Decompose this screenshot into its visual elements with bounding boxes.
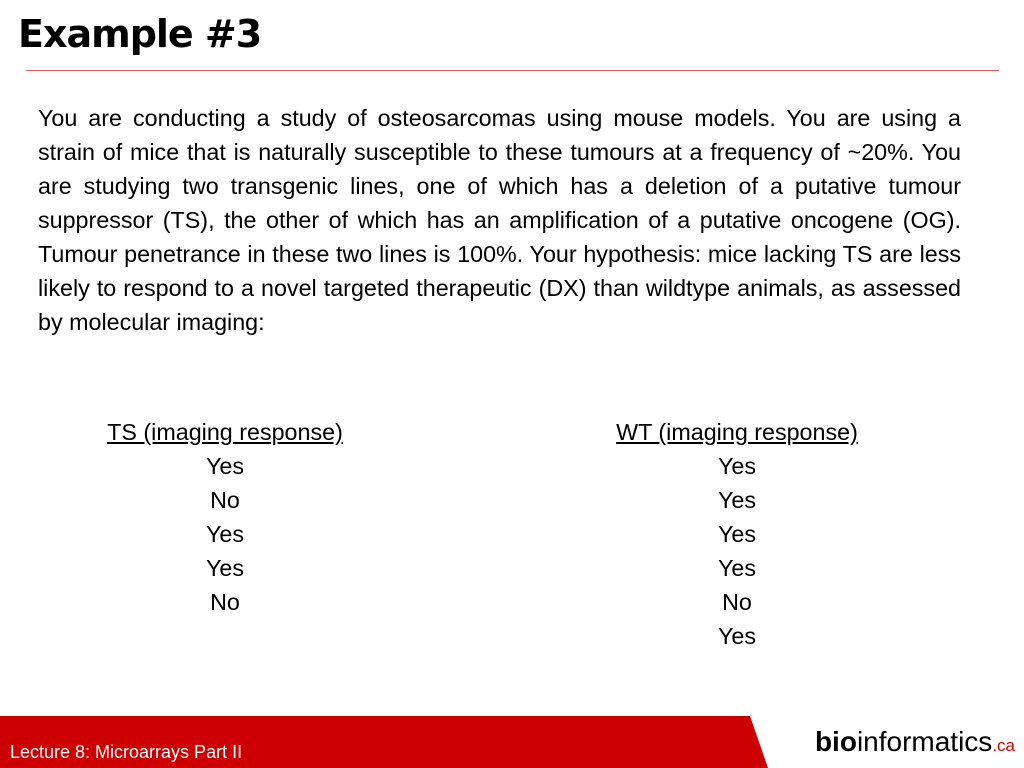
lecture-label: Lecture 8: Microarrays Part II [10, 742, 243, 762]
footer-bar [0, 716, 1024, 768]
brand-tab [768, 716, 1024, 768]
ts-response-list [50, 449, 400, 619]
wt-column-header: WT (imaging response) [616, 419, 858, 445]
ts-response-item: Yes [205, 521, 244, 547]
ts-column [50, 415, 400, 619]
wt-response-item: Yes [717, 521, 756, 547]
wt-response-item: Yes [717, 555, 756, 581]
study-description: You are conducting a study of osteosarcomas using mouse models. You are using a strain of mice that is naturally susceptible to these tumours at a frequency of ~20%. You are studying two transgenic lines, one of which has a deletion of a putative tumour suppressor (TS), the other of which has an amplification of a putative oncogene (OG). Tumour penetrance in these two lines is 100%. Your hypothesis: mice lacking TS are less likely to respond to a novel targeted therapeutic (DX) than wildtype animals, as assessed by molecular imaging: [38, 105, 961, 335]
ts-response-item: Yes [205, 453, 244, 479]
wt-response-item: Yes [717, 487, 756, 513]
bioinformatics-logo [815, 726, 1015, 758]
logo-ca-text: .ca [992, 736, 1015, 755]
wt-response-item: Yes [717, 623, 756, 649]
ts-column-header: TS (imaging response) [107, 419, 343, 445]
ts-response-item: Yes [205, 555, 244, 581]
ts-response-item: No [210, 589, 240, 615]
slide-title: Example #3 [18, 12, 262, 56]
wt-response-item: No [722, 589, 752, 615]
logo-informatics-text: informatics [856, 726, 993, 757]
title-divider [26, 70, 999, 71]
wt-response-list [562, 449, 912, 653]
logo-bio-text: bio [814, 726, 857, 757]
wt-column [562, 415, 912, 653]
ts-response-item: No [210, 487, 240, 513]
wt-response-item: Yes [717, 453, 756, 479]
